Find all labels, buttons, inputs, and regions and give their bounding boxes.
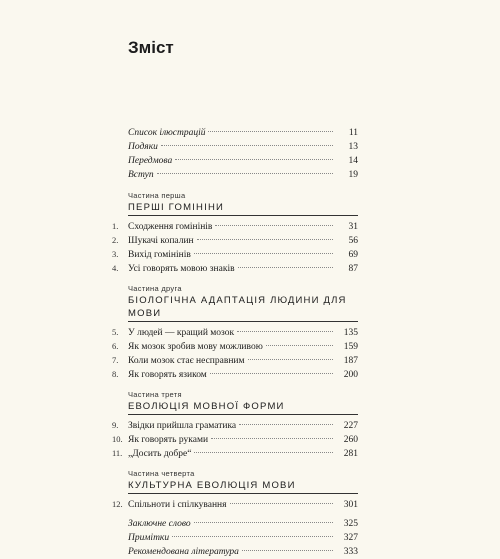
dot-leader (237, 331, 333, 332)
toc-heading: Зміст (128, 38, 174, 57)
dot-leader (197, 239, 333, 240)
dot-leader (230, 503, 334, 504)
toc-entry[interactable] (112, 531, 358, 545)
toc-entry[interactable] (112, 432, 358, 446)
entry-label: Сходження гомінінів (128, 222, 213, 232)
dot-leader (157, 173, 333, 174)
toc-entry[interactable] (112, 497, 358, 511)
part-label: Частина третя (128, 390, 182, 399)
toc-entry[interactable] (112, 517, 358, 531)
chapter-number: 4. (112, 263, 119, 273)
chapter-number: 3. (112, 249, 119, 259)
entry-page: 87 (348, 264, 358, 274)
entry-label: Як говорять руками (128, 435, 209, 445)
dot-leader (194, 253, 333, 254)
chapter-number: 5. (112, 327, 119, 337)
toc-entry[interactable] (112, 247, 358, 261)
entry-label: Подяки (128, 142, 158, 152)
chapter-number: 11. (112, 448, 123, 458)
entry-label: Шукачі копалин (128, 236, 194, 246)
entry-label: Заключне слово (128, 519, 191, 529)
toc-entry[interactable] (112, 261, 358, 275)
entry-page: 260 (343, 435, 358, 445)
chapter-number: 1. (112, 221, 119, 231)
toc-entry[interactable] (112, 367, 358, 381)
chapter-number: 9. (112, 420, 119, 430)
entry-page: 31 (348, 222, 358, 232)
entry-page: 333 (343, 547, 358, 557)
entry-label: Вихід гомінінів (128, 250, 191, 260)
entry-label: „Досить добре“ (128, 449, 192, 459)
chapter-number: 7. (112, 355, 119, 365)
dot-leader (266, 345, 333, 346)
entry-label: Рекомендована література (128, 547, 239, 557)
part-label: Частина перша (128, 191, 186, 200)
part-header (112, 390, 358, 415)
entry-page: 227 (343, 421, 358, 431)
toc-entry[interactable] (112, 140, 358, 154)
dot-leader (172, 536, 333, 537)
dot-leader (194, 452, 333, 453)
part-title: КУЛЬТУРНА ЕВОЛЮЦІЯ МОВИ (128, 479, 358, 494)
toc-entry[interactable] (112, 126, 358, 140)
toc-entry[interactable] (112, 339, 358, 353)
entry-label: Як говорять язиком (128, 370, 207, 380)
part-header (112, 469, 358, 494)
part-label: Частина четверта (128, 469, 195, 478)
dot-leader (215, 225, 333, 226)
entry-page: 19 (348, 170, 358, 180)
entry-label: Коли мозок стає несправним (128, 356, 245, 366)
dot-leader (242, 550, 333, 551)
entry-label: Усі говорять мовою знаків (128, 264, 235, 274)
back-matter (112, 517, 358, 559)
part-title: ПЕРШІ ГОМІНІНИ (128, 201, 358, 216)
table-of-contents (112, 126, 358, 559)
dot-leader (194, 522, 333, 523)
part-title: ЕВОЛЮЦІЯ МОВНОЇ ФОРМИ (128, 400, 358, 415)
front-matter (112, 126, 358, 182)
dot-leader (248, 359, 333, 360)
chapter-number: 2. (112, 235, 119, 245)
chapter-number: 12. (112, 499, 123, 509)
entry-page: 13 (348, 142, 358, 152)
part-title: БІОЛОГІЧНА АДАПТАЦІЯ ЛЮДИНИ ДЛЯ МОВИ (128, 294, 358, 322)
entry-label: У людей — кращий мозок (128, 328, 235, 338)
entry-page: 159 (343, 342, 358, 352)
entry-label: Як мозок зробив мову можливою (128, 342, 263, 352)
entry-label: Примітки (128, 533, 170, 543)
entry-label: Спільноти і спілкування (128, 500, 227, 510)
toc-entry[interactable] (112, 545, 358, 559)
entry-label: Передмова (128, 156, 173, 166)
toc-entry[interactable] (112, 233, 358, 247)
chapter-number: 8. (112, 369, 119, 379)
entry-page: 301 (343, 500, 358, 510)
dot-leader (210, 373, 333, 374)
entry-page: 187 (343, 356, 358, 366)
toc-entry[interactable] (112, 154, 358, 168)
part-header (112, 284, 358, 322)
part-label: Частина друга (128, 284, 182, 293)
toc-entry[interactable] (112, 219, 358, 233)
toc-entry[interactable] (112, 418, 358, 432)
dot-leader (175, 159, 333, 160)
entry-page: 281 (343, 449, 358, 459)
dot-leader (239, 424, 333, 425)
dot-leader (211, 438, 333, 439)
chapter-number: 10. (112, 434, 123, 444)
dot-leader (208, 131, 333, 132)
entry-label: Список ілюстрацій (128, 128, 206, 138)
entry-page: 327 (343, 533, 358, 543)
dot-leader (238, 267, 333, 268)
entry-page: 14 (348, 156, 358, 166)
toc-entry[interactable] (112, 446, 358, 460)
entry-page: 135 (343, 328, 358, 338)
entry-label: Вступ (128, 170, 154, 180)
toc-entry[interactable] (112, 325, 358, 339)
entry-page: 11 (348, 128, 358, 138)
toc-entry[interactable] (112, 168, 358, 182)
entry-page: 69 (348, 250, 358, 260)
entry-page: 325 (343, 519, 358, 529)
entry-page: 56 (348, 236, 358, 246)
entry-label: Звідки прийшла граматика (128, 421, 237, 431)
chapter-number: 6. (112, 341, 119, 351)
entry-page: 200 (343, 370, 358, 380)
dot-leader (161, 145, 333, 146)
toc-entry[interactable] (112, 353, 358, 367)
part-header (112, 191, 358, 216)
